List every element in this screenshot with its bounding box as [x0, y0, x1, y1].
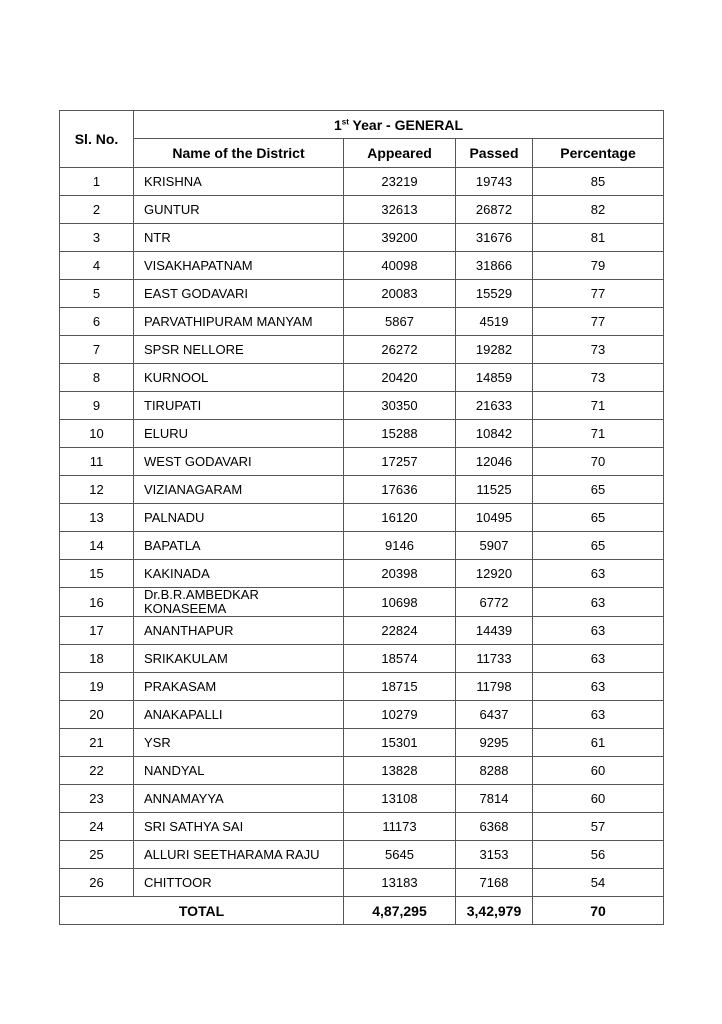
appeared-cell: 18715 [344, 673, 456, 701]
district-cell: PARVATHIPURAM MANYAM [134, 308, 344, 336]
district-cell: ALLURI SEETHARAMA RAJU [134, 841, 344, 869]
table-row [60, 168, 664, 196]
passed-cell: 3153 [456, 841, 533, 869]
district-cell: VISAKHAPATNAM [134, 252, 344, 280]
table-row [60, 532, 664, 560]
sl-cell: 4 [60, 252, 134, 280]
district-cell: ELURU [134, 420, 344, 448]
district-cell: PRAKASAM [134, 673, 344, 701]
appeared-cell: 5867 [344, 308, 456, 336]
passed-cell: 11525 [456, 476, 533, 504]
percentage-cell: 63 [533, 617, 664, 645]
sl-cell: 22 [60, 757, 134, 785]
appeared-cell: 13828 [344, 757, 456, 785]
sl-cell: 11 [60, 448, 134, 476]
sl-cell: 8 [60, 364, 134, 392]
passed-cell: 19282 [456, 336, 533, 364]
appeared-cell: 17257 [344, 448, 456, 476]
passed-cell: 11798 [456, 673, 533, 701]
percentage-cell: 73 [533, 364, 664, 392]
total-appeared: 4,87,295 [344, 897, 456, 925]
district-header: Name of the District [134, 139, 344, 168]
table-row [60, 701, 664, 729]
district-cell: ANANTHAPUR [134, 617, 344, 645]
percentage-cell: 77 [533, 280, 664, 308]
appeared-cell: 20398 [344, 560, 456, 588]
passed-cell: 14439 [456, 617, 533, 645]
total-passed: 3,42,979 [456, 897, 533, 925]
sl-cell: 20 [60, 701, 134, 729]
sl-cell: 9 [60, 392, 134, 420]
sl-cell: 17 [60, 617, 134, 645]
sl-cell: 6 [60, 308, 134, 336]
percentage-cell: 65 [533, 476, 664, 504]
percentage-header: Percentage [533, 139, 664, 168]
district-cell: GUNTUR [134, 196, 344, 224]
appeared-cell: 20420 [344, 364, 456, 392]
sl-cell: 15 [60, 560, 134, 588]
percentage-cell: 56 [533, 841, 664, 869]
passed-cell: 26872 [456, 196, 533, 224]
table-row [60, 280, 664, 308]
district-cell: KRISHNA [134, 168, 344, 196]
table-row [60, 645, 664, 673]
passed-cell: 12046 [456, 448, 533, 476]
sl-cell: 13 [60, 504, 134, 532]
table-row [60, 420, 664, 448]
percentage-cell: 71 [533, 420, 664, 448]
percentage-cell: 81 [533, 224, 664, 252]
appeared-cell: 40098 [344, 252, 456, 280]
passed-cell: 10842 [456, 420, 533, 448]
sl-cell: 3 [60, 224, 134, 252]
district-cell: ANNAMAYYA [134, 785, 344, 813]
district-cell: PALNADU [134, 504, 344, 532]
appeared-cell: 39200 [344, 224, 456, 252]
passed-cell: 15529 [456, 280, 533, 308]
percentage-cell: 61 [533, 729, 664, 757]
district-cell: NANDYAL [134, 757, 344, 785]
table-row [60, 224, 664, 252]
total-label: TOTAL [60, 897, 344, 925]
passed-cell: 10495 [456, 504, 533, 532]
appeared-cell: 10279 [344, 701, 456, 729]
table-row [60, 560, 664, 588]
appeared-cell: 13108 [344, 785, 456, 813]
passed-cell: 6368 [456, 813, 533, 841]
district-cell: YSR [134, 729, 344, 757]
district-cell: KAKINADA [134, 560, 344, 588]
table-row [60, 196, 664, 224]
passed-header: Passed [456, 139, 533, 168]
percentage-cell: 54 [533, 869, 664, 897]
passed-cell: 7168 [456, 869, 533, 897]
sl-no-header: Sl. No. [60, 111, 134, 168]
table-row [60, 588, 664, 617]
table-row [60, 757, 664, 785]
percentage-cell: 63 [533, 560, 664, 588]
table-row [60, 785, 664, 813]
sl-cell: 7 [60, 336, 134, 364]
percentage-cell: 77 [533, 308, 664, 336]
passed-cell: 6437 [456, 701, 533, 729]
sl-cell: 24 [60, 813, 134, 841]
group-header: 1st Year - GENERAL [134, 111, 664, 139]
appeared-cell: 15301 [344, 729, 456, 757]
passed-cell: 6772 [456, 588, 533, 617]
percentage-cell: 85 [533, 168, 664, 196]
passed-cell: 21633 [456, 392, 533, 420]
district-cell: WEST GODAVARI [134, 448, 344, 476]
percentage-cell: 63 [533, 701, 664, 729]
sl-cell: 26 [60, 869, 134, 897]
passed-cell: 5907 [456, 532, 533, 560]
passed-cell: 9295 [456, 729, 533, 757]
appeared-cell: 23219 [344, 168, 456, 196]
percentage-cell: 79 [533, 252, 664, 280]
passed-cell: 8288 [456, 757, 533, 785]
sl-cell: 5 [60, 280, 134, 308]
passed-cell: 31866 [456, 252, 533, 280]
percentage-cell: 65 [533, 504, 664, 532]
table-row [60, 813, 664, 841]
percentage-cell: 63 [533, 673, 664, 701]
appeared-cell: 18574 [344, 645, 456, 673]
sl-cell: 21 [60, 729, 134, 757]
district-cell: KURNOOL [134, 364, 344, 392]
total-row [60, 897, 664, 925]
sl-cell: 2 [60, 196, 134, 224]
district-cell: SRIKAKULAM [134, 645, 344, 673]
district-cell: VIZIANAGARAM [134, 476, 344, 504]
sl-cell: 23 [60, 785, 134, 813]
district-cell: ANAKAPALLI [134, 701, 344, 729]
district-cell: NTR [134, 224, 344, 252]
appeared-cell: 32613 [344, 196, 456, 224]
total-percentage: 70 [533, 897, 664, 925]
percentage-cell: 70 [533, 448, 664, 476]
sl-cell: 18 [60, 645, 134, 673]
passed-cell: 4519 [456, 308, 533, 336]
appeared-cell: 10698 [344, 588, 456, 617]
district-cell: EAST GODAVARI [134, 280, 344, 308]
table-row [60, 392, 664, 420]
table-row [60, 869, 664, 897]
sl-cell: 14 [60, 532, 134, 560]
district-cell: Dr.B.R.AMBEDKAR KONASEEMA [134, 588, 344, 617]
appeared-header: Appeared [344, 139, 456, 168]
appeared-cell: 26272 [344, 336, 456, 364]
district-cell: TIRUPATI [134, 392, 344, 420]
table-row [60, 841, 664, 869]
passed-cell: 7814 [456, 785, 533, 813]
appeared-cell: 9146 [344, 532, 456, 560]
percentage-cell: 73 [533, 336, 664, 364]
table-row [60, 448, 664, 476]
table-row [60, 617, 664, 645]
appeared-cell: 5645 [344, 841, 456, 869]
table-row [60, 308, 664, 336]
passed-cell: 31676 [456, 224, 533, 252]
passed-cell: 12920 [456, 560, 533, 588]
percentage-cell: 63 [533, 645, 664, 673]
table-row [60, 364, 664, 392]
percentage-cell: 65 [533, 532, 664, 560]
district-cell: BAPATLA [134, 532, 344, 560]
sl-cell: 10 [60, 420, 134, 448]
table-row [60, 336, 664, 364]
table-row [60, 476, 664, 504]
results-table [59, 110, 664, 925]
sl-cell: 12 [60, 476, 134, 504]
passed-cell: 19743 [456, 168, 533, 196]
percentage-cell: 71 [533, 392, 664, 420]
appeared-cell: 13183 [344, 869, 456, 897]
appeared-cell: 17636 [344, 476, 456, 504]
appeared-cell: 11173 [344, 813, 456, 841]
appeared-cell: 20083 [344, 280, 456, 308]
appeared-cell: 16120 [344, 504, 456, 532]
sl-cell: 19 [60, 673, 134, 701]
table-body [60, 168, 664, 897]
percentage-cell: 60 [533, 757, 664, 785]
district-cell: SPSR NELLORE [134, 336, 344, 364]
table-row [60, 252, 664, 280]
percentage-cell: 60 [533, 785, 664, 813]
percentage-cell: 82 [533, 196, 664, 224]
appeared-cell: 30350 [344, 392, 456, 420]
table-row [60, 729, 664, 757]
table-row [60, 504, 664, 532]
appeared-cell: 22824 [344, 617, 456, 645]
table-row [60, 673, 664, 701]
sl-cell: 16 [60, 588, 134, 617]
district-cell: CHITTOOR [134, 869, 344, 897]
district-cell: SRI SATHYA SAI [134, 813, 344, 841]
percentage-cell: 57 [533, 813, 664, 841]
sl-cell: 1 [60, 168, 134, 196]
percentage-cell: 63 [533, 588, 664, 617]
appeared-cell: 15288 [344, 420, 456, 448]
sl-cell: 25 [60, 841, 134, 869]
passed-cell: 11733 [456, 645, 533, 673]
passed-cell: 14859 [456, 364, 533, 392]
